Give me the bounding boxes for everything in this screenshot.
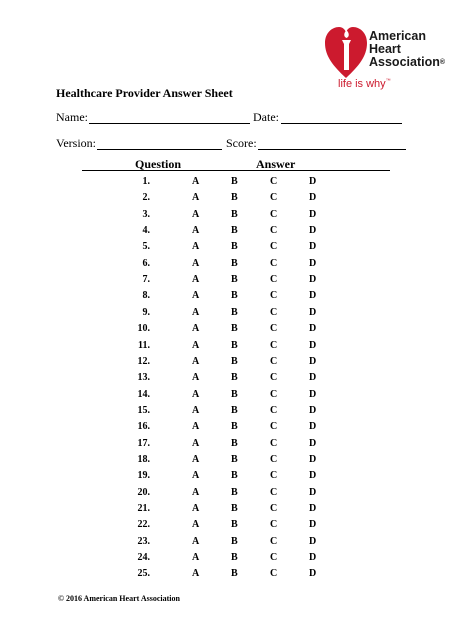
sheet-title: Healthcare Provider Answer Sheet bbox=[56, 86, 233, 100]
option-b[interactable]: B bbox=[231, 306, 238, 318]
option-d[interactable]: D bbox=[309, 486, 317, 498]
option-a[interactable]: A bbox=[192, 388, 200, 400]
answer-row bbox=[0, 519, 474, 533]
option-c[interactable]: C bbox=[270, 192, 278, 204]
question-number: 17. bbox=[137, 437, 150, 449]
question-number: 10. bbox=[137, 323, 150, 335]
option-b[interactable]: B bbox=[231, 339, 238, 351]
question-number: 16. bbox=[137, 421, 150, 433]
option-c[interactable]: C bbox=[270, 274, 278, 286]
option-b[interactable]: B bbox=[231, 535, 238, 547]
option-d[interactable]: D bbox=[309, 176, 317, 187]
answer-row bbox=[0, 340, 474, 354]
question-number: 6. bbox=[142, 257, 150, 269]
option-b[interactable]: B bbox=[231, 290, 238, 302]
option-a[interactable]: A bbox=[192, 453, 200, 465]
option-d[interactable]: D bbox=[309, 453, 317, 465]
option-a[interactable]: A bbox=[192, 192, 200, 204]
name-field[interactable] bbox=[89, 123, 250, 124]
option-a[interactable]: A bbox=[192, 503, 200, 514]
question-number: 18. bbox=[137, 453, 150, 465]
question-number: 23. bbox=[137, 535, 150, 547]
option-d[interactable]: D bbox=[309, 568, 317, 580]
answer-row bbox=[0, 356, 474, 370]
answer-row bbox=[0, 454, 474, 468]
option-a[interactable]: A bbox=[192, 404, 200, 416]
option-c[interactable]: C bbox=[270, 290, 278, 302]
option-b[interactable]: B bbox=[231, 225, 238, 237]
option-b[interactable]: B bbox=[231, 388, 238, 400]
option-d[interactable]: D bbox=[309, 355, 317, 367]
answer-row bbox=[0, 258, 474, 272]
answer-row bbox=[0, 421, 474, 435]
option-d[interactable]: D bbox=[309, 290, 317, 302]
question-number: 22. bbox=[137, 519, 150, 531]
option-b[interactable]: B bbox=[231, 568, 238, 580]
option-a[interactable]: A bbox=[192, 323, 200, 335]
option-d[interactable]: D bbox=[309, 225, 317, 237]
answer-header: Answer bbox=[256, 157, 296, 171]
option-a[interactable]: A bbox=[192, 372, 200, 384]
question-number: 24. bbox=[137, 552, 150, 564]
answer-row bbox=[0, 536, 474, 550]
score-field[interactable] bbox=[258, 149, 406, 150]
option-b[interactable]: B bbox=[231, 323, 238, 335]
option-a[interactable]: A bbox=[192, 225, 200, 237]
option-b[interactable]: B bbox=[231, 241, 238, 253]
option-d[interactable]: D bbox=[309, 421, 317, 433]
option-b[interactable]: B bbox=[231, 503, 238, 514]
tagline bbox=[338, 78, 391, 90]
answer-row bbox=[0, 323, 474, 337]
answer-row bbox=[0, 568, 474, 582]
question-number: 3. bbox=[142, 208, 150, 220]
option-c[interactable]: C bbox=[270, 388, 278, 400]
option-b[interactable]: B bbox=[231, 208, 238, 220]
option-b[interactable]: B bbox=[231, 421, 238, 433]
question-number: 7. bbox=[142, 274, 150, 286]
question-number: 4. bbox=[142, 225, 150, 237]
option-a[interactable]: A bbox=[192, 208, 200, 220]
option-a[interactable]: A bbox=[192, 470, 200, 482]
option-d[interactable]: D bbox=[309, 274, 317, 286]
answer-row bbox=[0, 192, 474, 206]
logo-line-2: Heart bbox=[369, 42, 401, 56]
option-d[interactable]: D bbox=[309, 503, 317, 514]
option-c[interactable]: C bbox=[270, 568, 278, 580]
option-b[interactable]: B bbox=[231, 404, 238, 416]
registered-mark: ® bbox=[439, 59, 446, 66]
question-number: 5. bbox=[142, 241, 150, 253]
option-a[interactable]: A bbox=[192, 339, 200, 351]
answer-row bbox=[0, 552, 474, 566]
option-d[interactable]: D bbox=[309, 257, 317, 269]
answer-row bbox=[0, 225, 474, 239]
question-number: 25. bbox=[137, 568, 150, 580]
score-label: Score: bbox=[226, 136, 257, 150]
option-d[interactable]: D bbox=[309, 404, 317, 416]
option-c[interactable]: C bbox=[270, 225, 278, 237]
option-a[interactable]: A bbox=[192, 306, 200, 318]
option-b[interactable]: B bbox=[231, 372, 238, 384]
version-label: Version: bbox=[56, 136, 96, 150]
answer-row bbox=[0, 241, 474, 255]
option-d[interactable]: D bbox=[309, 241, 317, 253]
answer-row bbox=[0, 438, 474, 452]
option-c[interactable]: C bbox=[270, 535, 278, 547]
option-c[interactable]: C bbox=[270, 241, 278, 253]
answer-row bbox=[0, 307, 474, 321]
header-divider bbox=[82, 170, 390, 171]
option-b[interactable]: B bbox=[231, 486, 238, 498]
date-field[interactable] bbox=[281, 123, 402, 124]
heart-torch-icon bbox=[325, 26, 367, 80]
option-b[interactable]: B bbox=[231, 519, 238, 531]
question-number: 9. bbox=[142, 306, 150, 318]
trademark-mark: ™ bbox=[385, 78, 391, 84]
option-c[interactable]: C bbox=[270, 372, 278, 384]
question-number: 20. bbox=[137, 486, 150, 498]
option-d[interactable]: D bbox=[309, 372, 317, 384]
option-d[interactable]: D bbox=[309, 519, 317, 531]
question-number: 1. bbox=[142, 176, 150, 187]
option-b[interactable]: B bbox=[231, 274, 238, 286]
option-d[interactable]: D bbox=[309, 192, 317, 204]
option-a[interactable]: A bbox=[192, 290, 200, 302]
option-c[interactable]: C bbox=[270, 404, 278, 416]
option-b[interactable]: B bbox=[231, 453, 238, 465]
option-b[interactable]: B bbox=[231, 192, 238, 204]
answer-row bbox=[0, 209, 474, 223]
option-a[interactable]: A bbox=[192, 176, 200, 187]
question-number: 13. bbox=[137, 372, 150, 384]
answer-row bbox=[0, 503, 474, 517]
option-c[interactable]: C bbox=[270, 552, 278, 564]
option-b[interactable]: B bbox=[231, 470, 238, 482]
option-c[interactable]: C bbox=[270, 486, 278, 498]
option-d[interactable]: D bbox=[309, 323, 317, 335]
option-a[interactable]: A bbox=[192, 241, 200, 253]
option-c[interactable]: C bbox=[270, 257, 278, 269]
question-number: 21. bbox=[137, 503, 150, 514]
option-b[interactable]: B bbox=[231, 437, 238, 449]
answer-row bbox=[0, 389, 474, 403]
option-a[interactable]: A bbox=[192, 257, 200, 269]
answer-row bbox=[0, 470, 474, 484]
answer-row bbox=[0, 176, 474, 190]
question-number: 11. bbox=[138, 339, 150, 351]
option-c[interactable]: C bbox=[270, 323, 278, 335]
option-d[interactable]: D bbox=[309, 208, 317, 220]
option-a[interactable]: A bbox=[192, 355, 200, 367]
answer-row bbox=[0, 487, 474, 501]
option-a[interactable]: A bbox=[192, 535, 200, 547]
option-c[interactable]: C bbox=[270, 453, 278, 465]
option-b[interactable]: B bbox=[231, 552, 238, 564]
option-c[interactable]: C bbox=[270, 176, 278, 187]
question-number: 14. bbox=[137, 388, 150, 400]
option-d[interactable]: D bbox=[309, 552, 317, 564]
question-number: 2. bbox=[142, 192, 150, 204]
question-number: 8. bbox=[142, 290, 150, 302]
option-d[interactable]: D bbox=[309, 535, 317, 547]
answer-row bbox=[0, 372, 474, 386]
option-c[interactable]: C bbox=[270, 339, 278, 351]
logo-line-1: American bbox=[369, 29, 426, 43]
option-c[interactable]: C bbox=[270, 208, 278, 220]
option-c[interactable]: C bbox=[270, 503, 278, 514]
logo-wordmark bbox=[369, 30, 445, 69]
option-d[interactable]: D bbox=[309, 306, 317, 318]
option-c[interactable]: C bbox=[270, 355, 278, 367]
question-number: 12. bbox=[137, 355, 150, 367]
option-d[interactable]: D bbox=[309, 339, 317, 351]
option-d[interactable]: D bbox=[309, 470, 317, 482]
option-b[interactable]: B bbox=[231, 355, 238, 367]
answer-row bbox=[0, 290, 474, 304]
option-a[interactable]: A bbox=[192, 274, 200, 286]
question-number: 19. bbox=[137, 470, 150, 482]
option-a[interactable]: A bbox=[192, 568, 200, 580]
answer-row bbox=[0, 405, 474, 419]
option-b[interactable]: B bbox=[231, 257, 238, 269]
date-label: Date: bbox=[253, 110, 279, 124]
option-c[interactable]: C bbox=[270, 519, 278, 531]
option-c[interactable]: C bbox=[270, 421, 278, 433]
logo-line-3 bbox=[369, 56, 445, 69]
tagline-text: life is why bbox=[338, 78, 386, 90]
option-c[interactable]: C bbox=[270, 470, 278, 482]
question-header: Question bbox=[135, 157, 182, 171]
option-a[interactable]: A bbox=[192, 437, 200, 449]
copyright-footer: © 2016 American Heart Association bbox=[58, 594, 180, 603]
option-a[interactable]: A bbox=[192, 486, 200, 498]
name-label: Name: bbox=[56, 110, 88, 124]
option-d[interactable]: D bbox=[309, 388, 317, 400]
answer-row bbox=[0, 274, 474, 288]
option-a[interactable]: A bbox=[192, 519, 200, 531]
option-b[interactable]: B bbox=[231, 176, 238, 187]
option-a[interactable]: A bbox=[192, 421, 200, 433]
option-c[interactable]: C bbox=[270, 437, 278, 449]
option-d[interactable]: D bbox=[309, 437, 317, 449]
version-field[interactable] bbox=[97, 149, 222, 150]
option-a[interactable]: A bbox=[192, 552, 200, 564]
logo-line-3-text: Association bbox=[369, 55, 440, 69]
question-number: 15. bbox=[137, 404, 150, 416]
option-c[interactable]: C bbox=[270, 306, 278, 318]
